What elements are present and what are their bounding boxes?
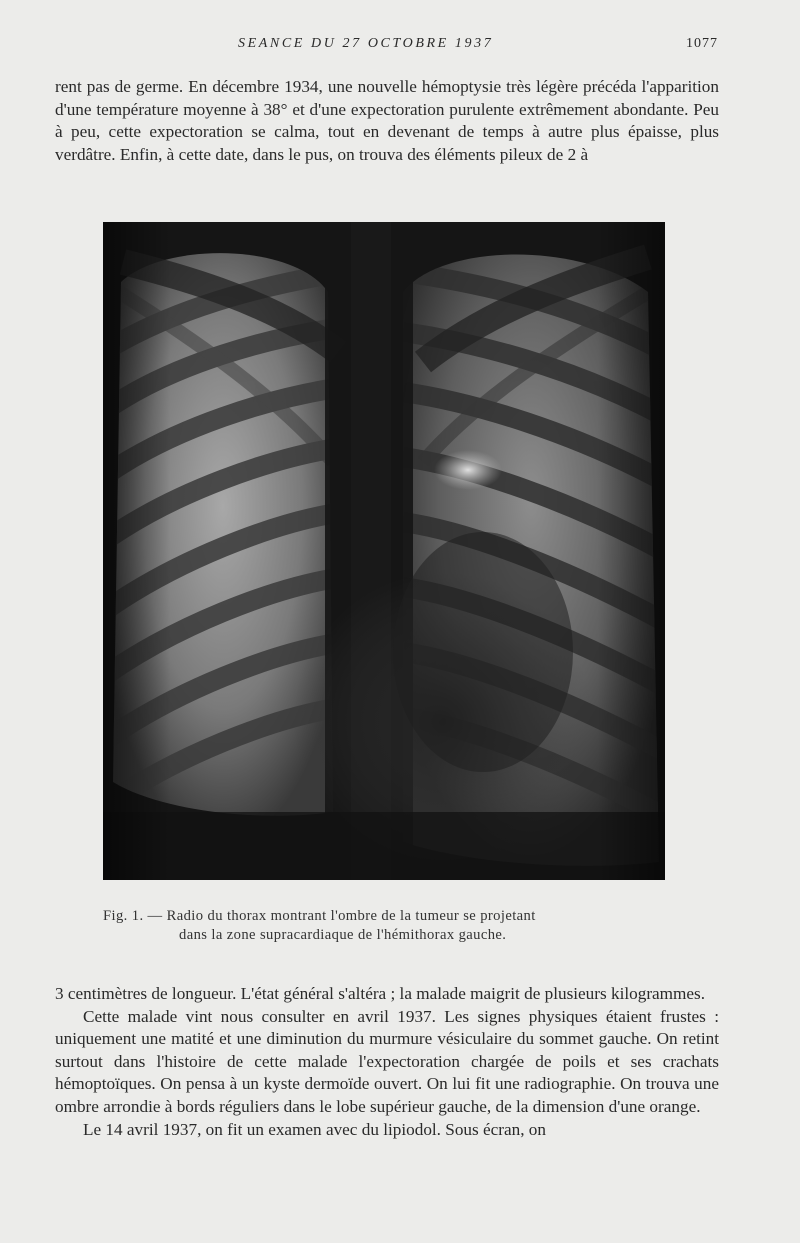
running-title: SEANCE DU 27 OCTOBRE 1937 [238,36,494,51]
paragraph-consultation: Cette malade vint nous consulter en avril 1937. Les signes physiques étaient frustes : uniquement une matité et une diminution du murmure vésiculaire du sommet gauche. On retint surtout dans l'histoire de cette malade l'expectoration chargée de poils et ses crachats hémoptoïques. On pensa à un kyste dermoïde ouvert. On lui fit une radiographie. On trouva une ombre arrondie à bords réguliers dans le lobe supérieur gauche, de la dimension d'une orange. [55,1006,719,1116]
chest-xray-image [103,222,665,880]
figure-caption [103,907,683,945]
paragraph-continuation: rent pas de germe. En décembre 1934, une nouvelle hémoptysie très légère précéda l'apparition d'une température moyenne à 38° et d'une expectoration purulente extrêmement abondante. Peu à peu, cette expectoration se calma, tout en devenant de temps à autre plus épaisse, plus verdâtre. Enfin, à cette date, dans le pus, on trouva des éléments pileux de 2 à [55,77,719,164]
running-header [0,36,800,56]
figure-caption-line-1: Fig. 1. — Radio du thorax montrant l'ombre de la tumeur se projetant [103,908,536,924]
paragraph-lipiodol: Le 14 avril 1937, on fit un examen avec du lipiodol. Sous écran, on [83,1119,546,1139]
chest-xray-figure [103,222,665,880]
paragraph-continued: 3 centimètres de longueur. L'état général s'altéra ; la malade maigrit de plusieurs kilogrammes. [55,984,706,1003]
page-number: 1077 [686,36,718,51]
figure-caption-line-2: dans la zone supracardiaque de l'hémithorax gauche. [179,927,507,943]
body-text-bottom [55,983,719,1141]
